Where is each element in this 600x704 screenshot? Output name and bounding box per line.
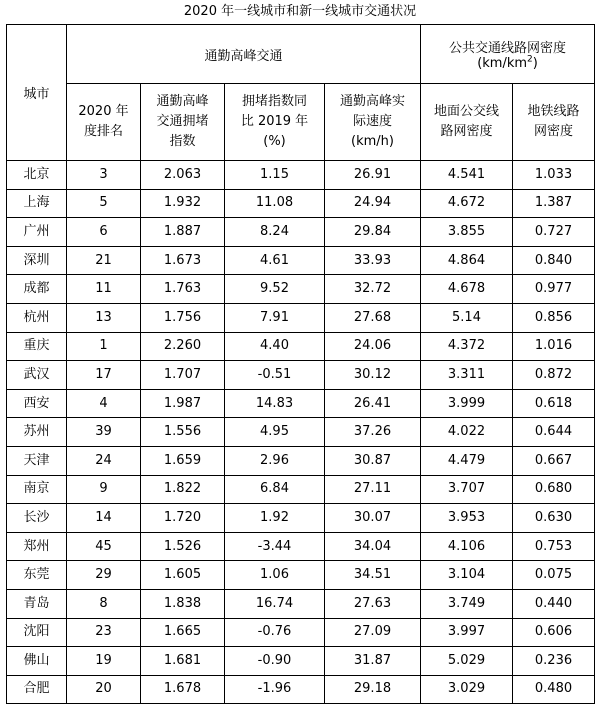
cell-rank: 1 <box>67 332 141 361</box>
table-row <box>7 189 595 218</box>
traffic-table <box>6 24 595 704</box>
cell-yoy-change: 1.06 <box>225 561 325 590</box>
unit-sup: 2 <box>527 54 533 65</box>
cell-rank: 5 <box>67 189 141 218</box>
cell-metro-density: 0.872 <box>513 361 595 390</box>
cell-congestion-index: 1.659 <box>141 446 225 475</box>
table-row <box>7 418 595 447</box>
cell-yoy-change: 16.74 <box>225 589 325 618</box>
cell-city: 南京 <box>7 475 67 504</box>
header-speed-line: (km/h) <box>351 134 394 149</box>
cell-speed: 33.93 <box>325 246 421 275</box>
cell-congestion-index: 1.987 <box>141 389 225 418</box>
cell-rank: 23 <box>67 618 141 647</box>
cell-metro-density: 1.016 <box>513 332 595 361</box>
cell-yoy-change: 2.96 <box>225 446 325 475</box>
table-row <box>7 389 595 418</box>
cell-city: 深圳 <box>7 246 67 275</box>
cell-speed: 30.07 <box>325 504 421 533</box>
cell-rank: 20 <box>67 675 141 704</box>
cell-congestion-index: 1.681 <box>141 647 225 676</box>
cell-speed: 26.41 <box>325 389 421 418</box>
cell-congestion-index: 1.526 <box>141 532 225 561</box>
table-body <box>7 161 595 704</box>
cell-congestion-index: 2.260 <box>141 332 225 361</box>
header-group-density <box>421 25 595 84</box>
cell-metro-density: 0.856 <box>513 303 595 332</box>
cell-bus-density: 3.707 <box>421 475 513 504</box>
cell-speed: 27.11 <box>325 475 421 504</box>
cell-metro-density: 0.667 <box>513 446 595 475</box>
table-row <box>7 618 595 647</box>
cell-metro-density: 0.618 <box>513 389 595 418</box>
cell-metro-density: 0.630 <box>513 504 595 533</box>
cell-bus-density: 3.997 <box>421 618 513 647</box>
cell-city: 杭州 <box>7 303 67 332</box>
header-rank-line: 度排名 <box>83 124 123 139</box>
cell-speed: 32.72 <box>325 275 421 304</box>
header-congestion-index-line: 交通拥堵 <box>156 114 209 129</box>
cell-metro-density: 0.977 <box>513 275 595 304</box>
cell-rank: 24 <box>67 446 141 475</box>
cell-congestion-index: 1.932 <box>141 189 225 218</box>
cell-speed: 30.12 <box>325 361 421 390</box>
cell-bus-density: 4.678 <box>421 275 513 304</box>
table-row <box>7 475 595 504</box>
cell-yoy-change: -0.51 <box>225 361 325 390</box>
cell-yoy-change: 1.15 <box>225 161 325 190</box>
cell-city: 苏州 <box>7 418 67 447</box>
cell-speed: 24.94 <box>325 189 421 218</box>
cell-bus-density: 4.106 <box>421 532 513 561</box>
cell-bus-density: 5.029 <box>421 647 513 676</box>
table-row <box>7 161 595 190</box>
cell-congestion-index: 1.707 <box>141 361 225 390</box>
cell-bus-density: 3.311 <box>421 361 513 390</box>
cell-yoy-change: -3.44 <box>225 532 325 561</box>
header-congestion-index-line: 通勤高峰 <box>156 94 209 109</box>
header-metro-density-line: 网密度 <box>534 124 574 139</box>
header-congestion-index <box>141 84 225 161</box>
cell-congestion-index: 1.887 <box>141 218 225 247</box>
header-yoy-change-line: 拥堵指数同 <box>241 94 307 109</box>
cell-bus-density: 5.14 <box>421 303 513 332</box>
header-bus-density <box>421 84 513 161</box>
cell-city: 重庆 <box>7 332 67 361</box>
cell-rank: 3 <box>67 161 141 190</box>
cell-congestion-index: 2.063 <box>141 161 225 190</box>
cell-city: 广州 <box>7 218 67 247</box>
header-metro-density <box>513 84 595 161</box>
cell-bus-density: 3.749 <box>421 589 513 618</box>
cell-metro-density: 0.680 <box>513 475 595 504</box>
cell-speed: 29.18 <box>325 675 421 704</box>
table-row <box>7 303 595 332</box>
cell-congestion-index: 1.838 <box>141 589 225 618</box>
table-row <box>7 675 595 704</box>
unit-suffix: ) <box>532 56 538 71</box>
cell-city: 郑州 <box>7 532 67 561</box>
header-speed-line: 际速度 <box>353 114 393 129</box>
cell-yoy-change: 6.84 <box>225 475 325 504</box>
cell-congestion-index: 1.756 <box>141 303 225 332</box>
header-speed <box>325 84 421 161</box>
cell-bus-density: 4.479 <box>421 446 513 475</box>
cell-city: 东莞 <box>7 561 67 590</box>
cell-speed: 27.68 <box>325 303 421 332</box>
cell-congestion-index: 1.673 <box>141 246 225 275</box>
cell-yoy-change: 4.61 <box>225 246 325 275</box>
header-yoy-change-line: 比 2019 年 <box>240 114 309 129</box>
table-row <box>7 561 595 590</box>
cell-metro-density: 0.727 <box>513 218 595 247</box>
cell-metro-density: 0.480 <box>513 675 595 704</box>
cell-city: 成都 <box>7 275 67 304</box>
cell-rank: 9 <box>67 475 141 504</box>
header-rank-line: 2020 年 <box>78 104 129 119</box>
cell-speed: 30.87 <box>325 446 421 475</box>
table-row <box>7 446 595 475</box>
cell-bus-density: 3.104 <box>421 561 513 590</box>
cell-yoy-change: 4.40 <box>225 332 325 361</box>
cell-speed: 27.09 <box>325 618 421 647</box>
cell-rank: 8 <box>67 589 141 618</box>
table-row <box>7 361 595 390</box>
table-row <box>7 332 595 361</box>
header-bus-density-line: 地面公交线 <box>434 104 500 119</box>
cell-congestion-index: 1.822 <box>141 475 225 504</box>
table-row <box>7 647 595 676</box>
cell-metro-density: 0.236 <box>513 647 595 676</box>
header-metro-density-line: 地铁线路 <box>527 104 580 119</box>
cell-metro-density: 0.440 <box>513 589 595 618</box>
cell-speed: 24.06 <box>325 332 421 361</box>
cell-bus-density: 4.672 <box>421 189 513 218</box>
cell-city: 沈阳 <box>7 618 67 647</box>
table-title: 2020 年一线城市和新一线城市交通状况 <box>183 4 417 19</box>
cell-metro-density: 0.644 <box>513 418 595 447</box>
cell-bus-density: 3.855 <box>421 218 513 247</box>
cell-speed: 31.87 <box>325 647 421 676</box>
cell-bus-density: 4.022 <box>421 418 513 447</box>
header-rank <box>67 84 141 161</box>
table-header <box>7 25 595 161</box>
cell-bus-density: 3.953 <box>421 504 513 533</box>
cell-metro-density: 0.075 <box>513 561 595 590</box>
cell-yoy-change: 11.08 <box>225 189 325 218</box>
cell-rank: 39 <box>67 418 141 447</box>
cell-rank: 13 <box>67 303 141 332</box>
cell-yoy-change: -0.76 <box>225 618 325 647</box>
cell-speed: 27.63 <box>325 589 421 618</box>
header-city: 城市 <box>7 25 67 161</box>
cell-rank: 11 <box>67 275 141 304</box>
header-group-commute: 通勤高峰交通 <box>67 25 421 84</box>
table-row <box>7 532 595 561</box>
cell-city: 长沙 <box>7 504 67 533</box>
cell-rank: 21 <box>67 246 141 275</box>
cell-city: 北京 <box>7 161 67 190</box>
cell-rank: 4 <box>67 389 141 418</box>
cell-yoy-change: 4.95 <box>225 418 325 447</box>
cell-yoy-change: 1.92 <box>225 504 325 533</box>
cell-bus-density: 3.029 <box>421 675 513 704</box>
cell-bus-density: 3.999 <box>421 389 513 418</box>
cell-yoy-change: 7.91 <box>225 303 325 332</box>
table-row <box>7 589 595 618</box>
cell-city: 武汉 <box>7 361 67 390</box>
cell-metro-density: 0.606 <box>513 618 595 647</box>
header-congestion-index-line: 指数 <box>169 134 196 149</box>
cell-speed: 26.91 <box>325 161 421 190</box>
cell-congestion-index: 1.678 <box>141 675 225 704</box>
cell-yoy-change: 8.24 <box>225 218 325 247</box>
cell-rank: 19 <box>67 647 141 676</box>
cell-congestion-index: 1.605 <box>141 561 225 590</box>
cell-city: 青岛 <box>7 589 67 618</box>
cell-metro-density: 0.840 <box>513 246 595 275</box>
header-yoy-change <box>225 84 325 161</box>
cell-bus-density: 4.864 <box>421 246 513 275</box>
table-row <box>7 218 595 247</box>
cell-city: 天津 <box>7 446 67 475</box>
cell-yoy-change: -1.96 <box>225 675 325 704</box>
cell-bus-density: 4.541 <box>421 161 513 190</box>
cell-city: 西安 <box>7 389 67 418</box>
cell-yoy-change: 14.83 <box>225 389 325 418</box>
table-row <box>7 504 595 533</box>
cell-bus-density: 4.372 <box>421 332 513 361</box>
header-yoy-change-line: (%) <box>263 134 286 149</box>
cell-metro-density: 0.753 <box>513 532 595 561</box>
cell-city: 佛山 <box>7 647 67 676</box>
table-row <box>7 246 595 275</box>
cell-speed: 29.84 <box>325 218 421 247</box>
cell-congestion-index: 1.763 <box>141 275 225 304</box>
cell-rank: 14 <box>67 504 141 533</box>
cell-city: 合肥 <box>7 675 67 704</box>
cell-yoy-change: 9.52 <box>225 275 325 304</box>
cell-yoy-change: -0.90 <box>225 647 325 676</box>
cell-rank: 6 <box>67 218 141 247</box>
cell-metro-density: 1.387 <box>513 189 595 218</box>
header-bus-density-line: 路网密度 <box>440 124 493 139</box>
header-speed-line: 通勤高峰实 <box>340 94 406 109</box>
header-density-label: 公共交通线路网密度 <box>449 41 567 56</box>
cell-congestion-index: 1.720 <box>141 504 225 533</box>
table-row <box>7 275 595 304</box>
cell-rank: 29 <box>67 561 141 590</box>
cell-city: 上海 <box>7 189 67 218</box>
cell-speed: 34.04 <box>325 532 421 561</box>
cell-congestion-index: 1.556 <box>141 418 225 447</box>
unit-prefix: (km/km <box>477 56 528 71</box>
cell-speed: 37.26 <box>325 418 421 447</box>
cell-rank: 45 <box>67 532 141 561</box>
header-density-unit <box>421 56 594 71</box>
cell-speed: 34.51 <box>325 561 421 590</box>
cell-metro-density: 1.033 <box>513 161 595 190</box>
cell-congestion-index: 1.665 <box>141 618 225 647</box>
cell-rank: 17 <box>67 361 141 390</box>
